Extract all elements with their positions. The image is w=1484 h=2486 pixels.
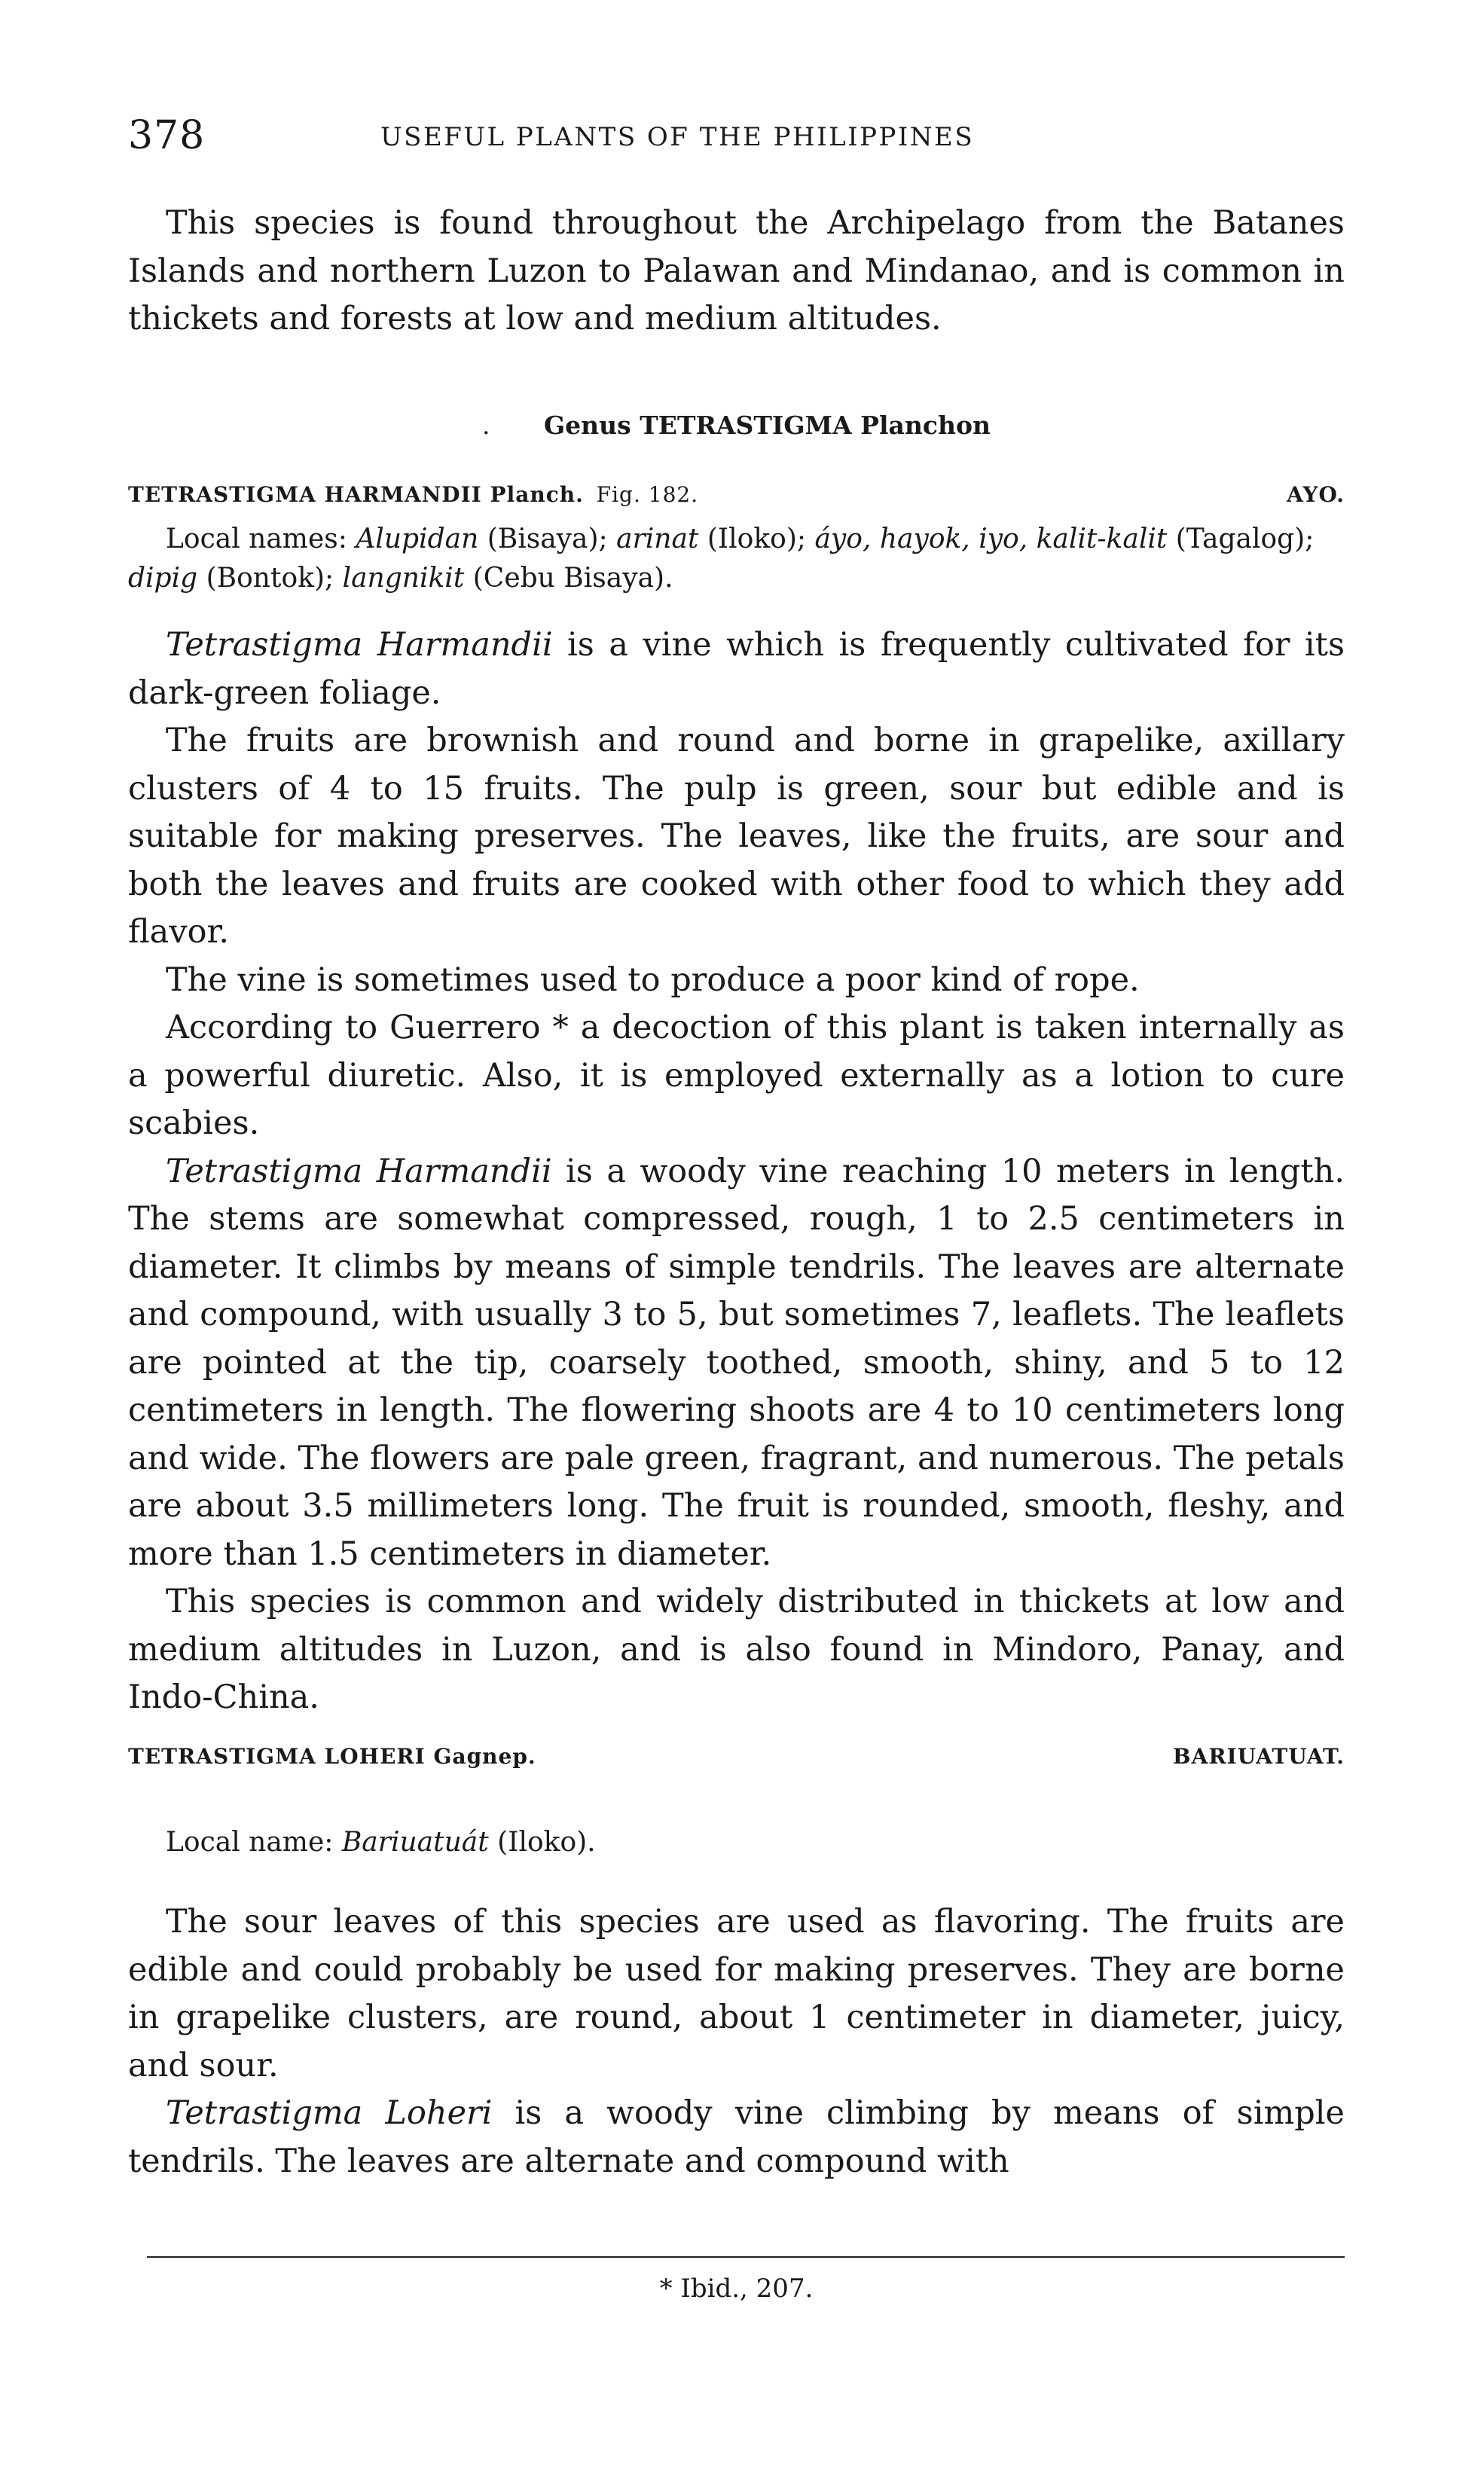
local-names: Local names: Alupidan (Bisaya); arinat (Iloko); áyo, hayok, iyo, kalit-kalit (Tagalog); dipig (Bontok); langnikit (Cebu Bisaya). xyxy=(128,524,1315,594)
genus-name: TETRASTIGMA xyxy=(640,411,852,440)
species-author: Planch. xyxy=(490,482,584,507)
paragraph: The fruits are brownish and round and borne in grapelike, axillary clusters of 4 to 15 fruits. The pulp is green, sour but edible and is suitable for making preserves. The leaves, like the fruits, are sour and both the leaves and fruits are cooked with other food to which they add flavor. xyxy=(128,722,1345,951)
paragraph: Tetrastigma Harmandii is a vine which is frequently cultivated for its dark-green foliage. xyxy=(128,626,1345,712)
species-entry-loheri xyxy=(128,1744,1345,1778)
running-title: USEFUL PLANTS OF THE PHILIPPINES xyxy=(380,122,975,152)
local-name: arinat xyxy=(616,524,699,554)
local-name-language: (Bontok) xyxy=(206,563,325,594)
local-names xyxy=(128,1823,1345,1862)
paragraph: The sour leaves of this species are used as flavoring. The fruits are edible and could probably be used for making preserves. They are borne in grapelike clusters, are round, about 1 centimeter in diameter, juicy, and sour. xyxy=(128,1903,1345,2084)
common-name: AYO. xyxy=(1287,482,1345,507)
page-header xyxy=(128,113,1345,158)
local-name: Alupidan xyxy=(356,524,479,554)
species-name: TETRASTIGMA HARMANDII xyxy=(128,482,482,507)
species-description-harmandii xyxy=(128,622,1345,1722)
local-names-label: Local names: xyxy=(166,524,347,554)
species-title xyxy=(128,482,698,507)
local-name-language: (Bisaya) xyxy=(487,524,599,554)
footnote-rule xyxy=(147,2256,1345,2258)
local-name-language: (Iloko) xyxy=(707,524,797,554)
paragraph: Tetrastigma Harmandii is a woody vine reaching 10 meters in length. The stems are somewhat compressed, rough, 1 to 2.5 centimeters in diameter. It climbs by means of simple tendrils. The leaves are alternate and compound, with usually 3 to 5, but sometimes 7, leaflets. The leaflets are pointed at the tip, coarsely toothed, smooth, shiny, and 5 to 12 centimeters in length. The flowering shoots are 4 to 10 centimeters long and wide. The flowers are pale green, fragrant, and numerous. The petals are about 3.5 millimeters long. The fruit is rounded, smooth, fleshy, and more than 1.5 centimeters in diameter. xyxy=(128,1152,1345,1573)
local-name: langnikit xyxy=(342,563,465,594)
species-description-loheri xyxy=(128,1898,1345,2185)
intro-paragraph: This species is found throughout the Archipelago from the Batanes Islands and northern Luzon to Palawan and Mindanao, and is common in thickets and forests at low and medium altitudes. xyxy=(128,204,1345,337)
genus-prefix: Genus xyxy=(543,411,631,440)
species-title xyxy=(128,1744,536,1769)
paragraph: The vine is sometimes used to produce a poor kind of rope. xyxy=(166,960,1140,999)
page-number: 378 xyxy=(128,113,206,158)
intro-block xyxy=(128,200,1345,344)
footnote: * Ibid., 207. xyxy=(659,2274,814,2304)
paragraph: This species is common and widely distributed in thickets at low and medium altitudes in Luzon, and is also found in Mindoro, Panay, and Indo-China. xyxy=(128,1583,1345,1716)
local-name-language: (Cebu Bisaya) xyxy=(472,563,665,594)
genus-author: Planchon xyxy=(860,411,991,440)
genus-heading xyxy=(128,411,1345,440)
local-name: Bariuatuát xyxy=(341,1827,489,1858)
genus-mark: . xyxy=(481,411,490,440)
paragraph: According to Guerrero * a decoction of this plant is taken internally as a powerful diuretic. Also, it is employed externally as a lotion to cure scabies. xyxy=(128,1009,1345,1142)
local-name: dipig xyxy=(128,563,198,594)
species-name: TETRASTIGMA LOHERI xyxy=(128,1744,426,1769)
paragraph: Tetrastigma Loheri is a woody vine climbing by means of simple tendrils. The leaves are alternate and compound with xyxy=(128,2094,1345,2180)
species-entry-harmandii xyxy=(128,482,1345,516)
book-page xyxy=(128,0,1345,2486)
local-name: áyo, hayok, iyo, kalit-kalit xyxy=(814,524,1168,554)
local-name-language: (Tagalog) xyxy=(1175,524,1305,554)
figure-reference: Fig. 182. xyxy=(596,482,699,507)
common-name: BARIUATUAT. xyxy=(1172,1744,1345,1769)
local-name-language: (Iloko). xyxy=(497,1827,596,1858)
species-author: Gagnep. xyxy=(433,1744,536,1769)
local-names-label: Local name: xyxy=(166,1827,334,1858)
